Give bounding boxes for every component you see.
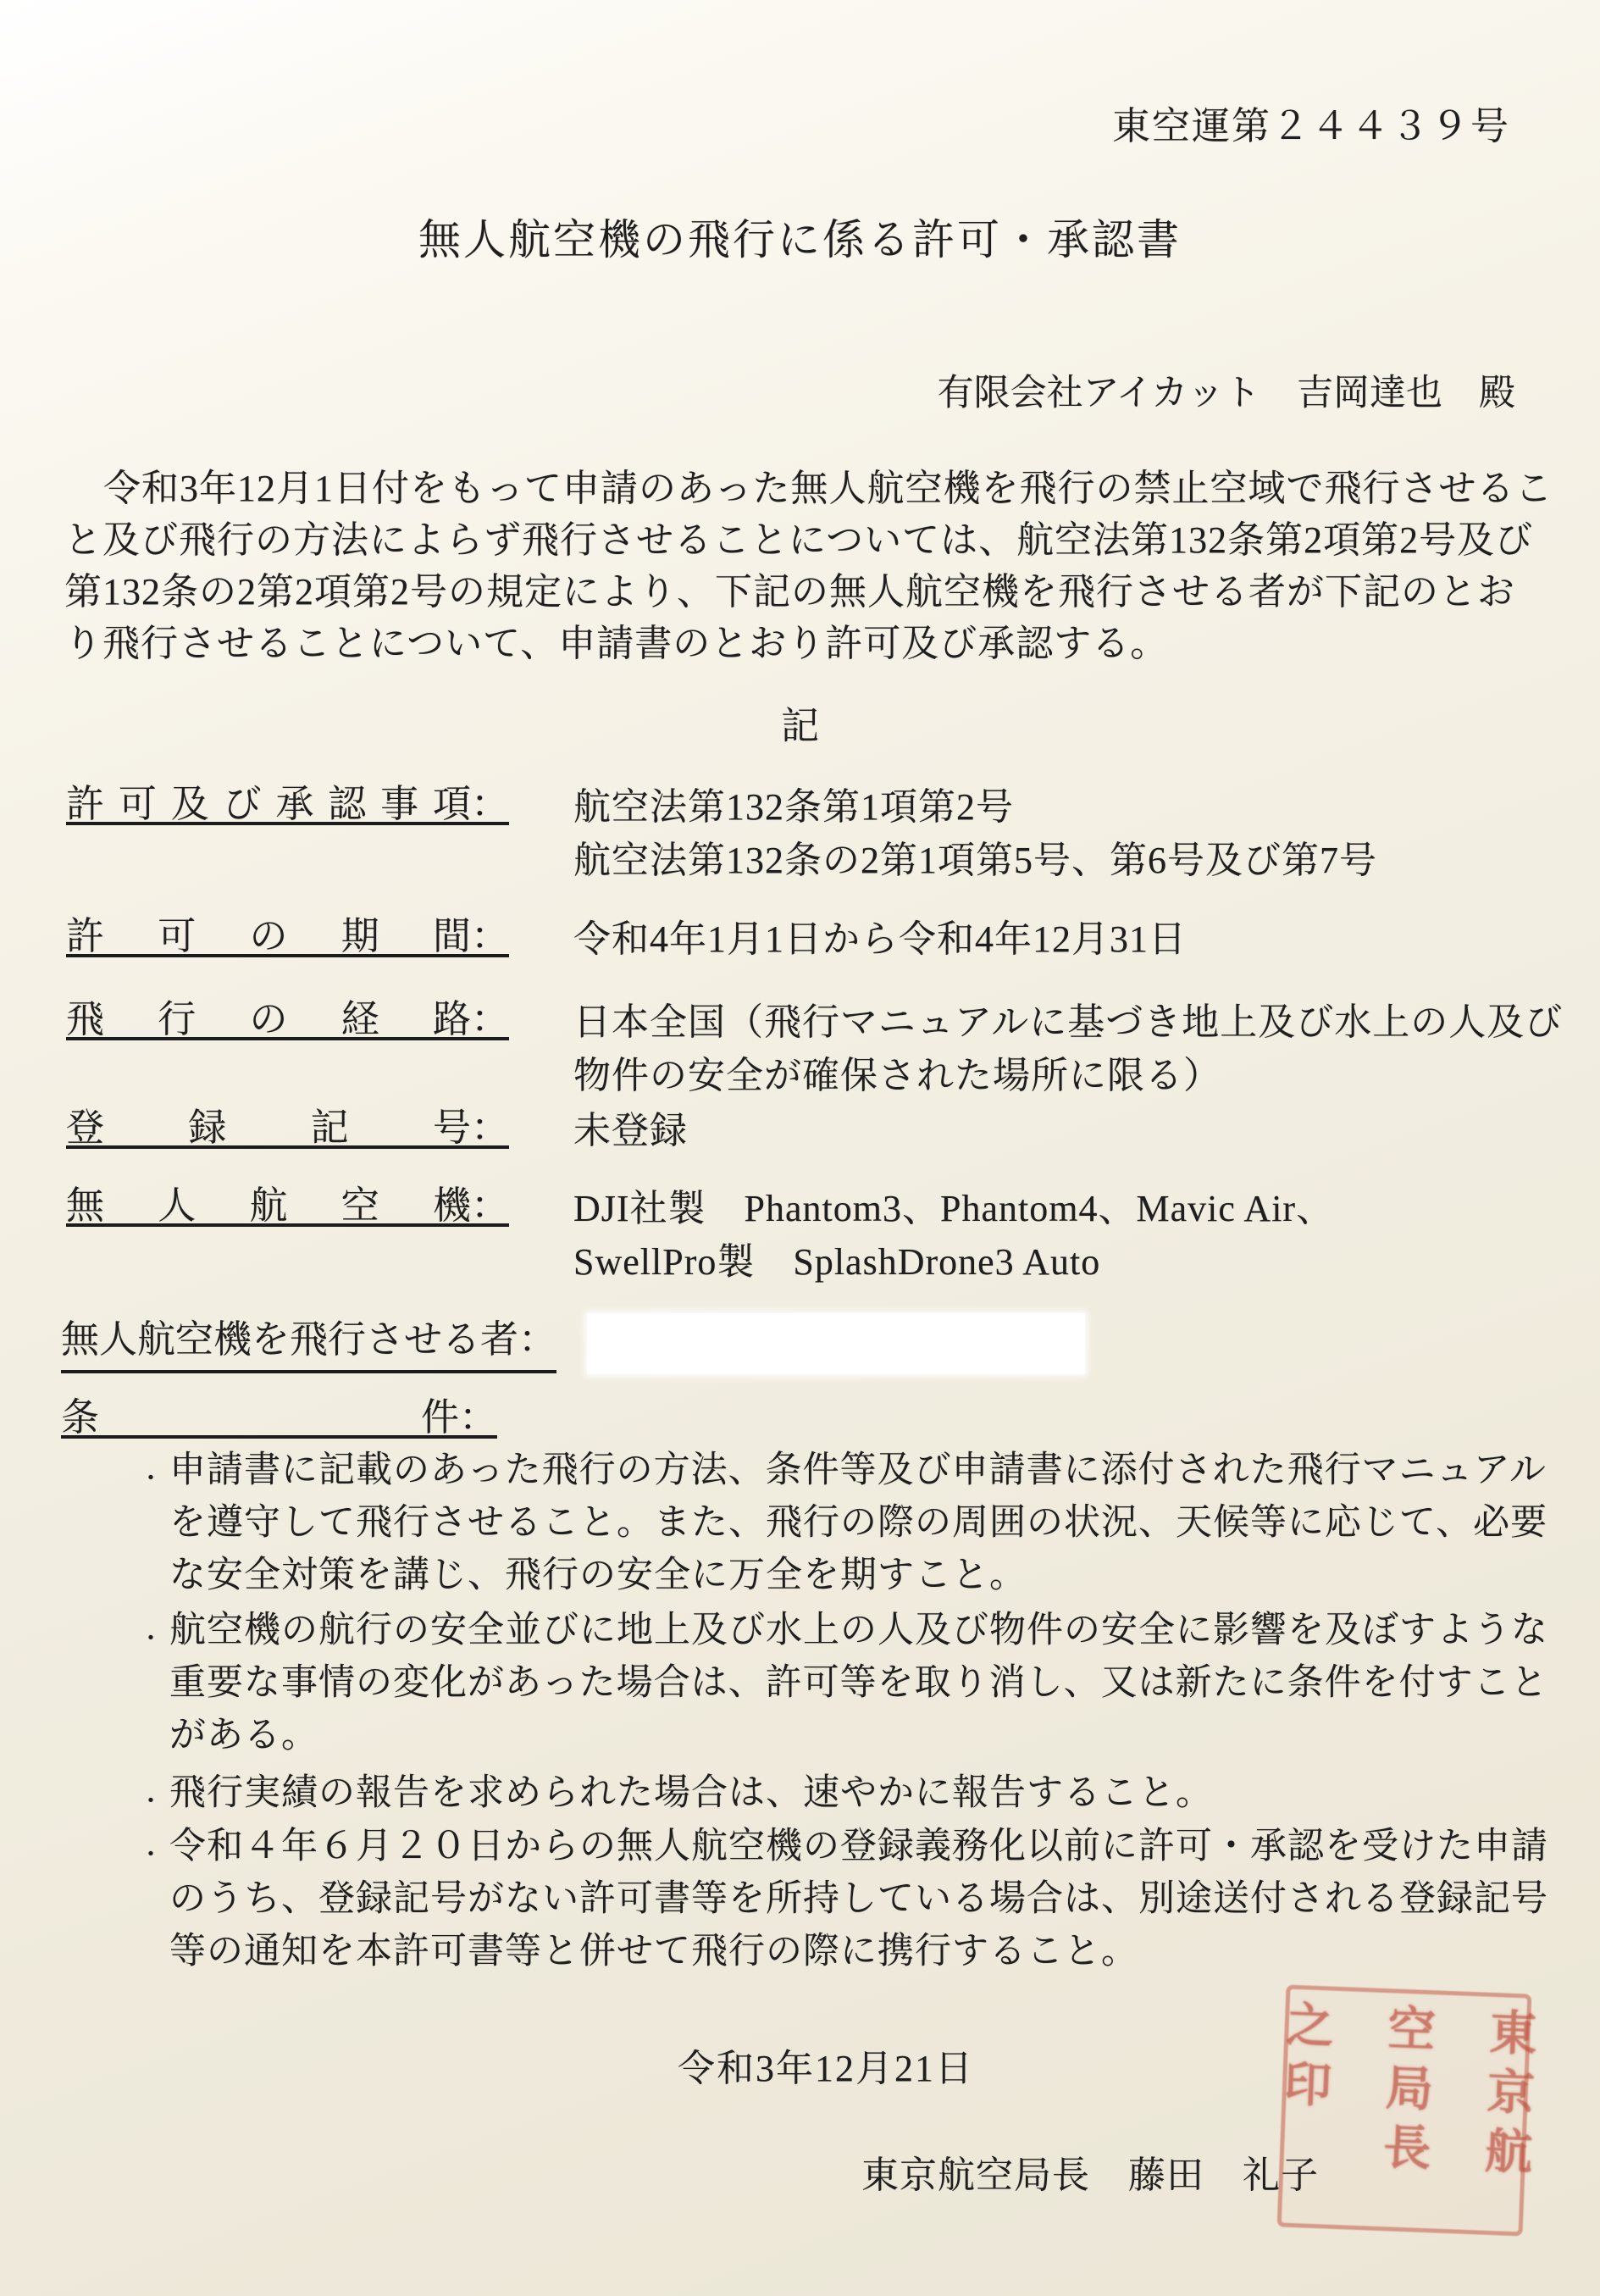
redaction-box — [587, 1313, 1085, 1374]
item-label-text: 許可の期間 — [66, 915, 471, 957]
item-value-flight-route-1: 日本全国（飛行マニュアルに基づき地上及び水上の人及び — [573, 1001, 1564, 1043]
item-value-approved-matters-1: 航空法第132条第1項第2号 — [573, 786, 1014, 828]
item-label-colon: ： — [471, 1184, 510, 1227]
bullet-line: 重要な事情の変化があった場合は、許可等を取り消し、又は新たに条件を付すこと — [169, 1663, 1548, 1703]
item-value-uav-2: SwellPro製 SplashDrone3 Auto — [573, 1241, 1101, 1283]
signature-line: 東京航空局長 藤田 礼子 — [861, 2155, 1319, 2196]
item-label-colon: ： — [471, 1106, 510, 1149]
document-title: 無人航空機の飛行に係る許可・承認書 — [418, 216, 1182, 263]
document-number: 東空運第２４４３９号 — [1111, 105, 1510, 147]
condition-bullet-4 — [139, 1821, 1548, 1978]
item-label-text: 登録記号 — [66, 1106, 471, 1149]
item-label-text: 無人航空機 — [66, 1184, 471, 1227]
conditions-label-text: 条件 — [61, 1396, 459, 1439]
official-seal-stamp — [1276, 1985, 1536, 2237]
condition-bullet-1 — [139, 1445, 1548, 1602]
addressee-line: 有限会社アイカット 吉岡達也 殿 — [937, 374, 1515, 413]
item-label-colon: ： — [471, 783, 510, 825]
official-seal-text: 東京航空局長之印 — [1276, 1999, 1536, 2187]
bullet-marker: ・ — [139, 1626, 164, 1652]
item-value-permit-period: 令和4年1月1日から令和4年12月31日 — [573, 918, 1187, 960]
item-label-registration-mark — [66, 1096, 509, 1149]
bullet-line: のうち、登録記号がない許可書等を所持している場合は、別途送付される登録記号 — [169, 1879, 1548, 1919]
item-label-text: 飛行の経路 — [66, 998, 471, 1040]
item-label-uav — [66, 1174, 509, 1227]
item-value-uav-1: DJI社製 Phantom3、Phantom4、Mavic Air、 — [573, 1188, 1335, 1229]
bullet-line: を遵守して飛行させること。また、飛行の際の周囲の状況、天候等に応じて、必要 — [169, 1503, 1548, 1543]
bullet-line: 航空機の航行の安全並びに地上及び水上の人及び物件の安全に影響を及ぼすような — [169, 1611, 1548, 1650]
bullet-marker: ・ — [139, 1789, 164, 1815]
bullet-line: 申請書に記載のあった飛行の方法、条件等及び申請書に添付された飛行マニュアル — [169, 1450, 1547, 1490]
bullet-line: 飛行実績の報告を求められた場合は、速やかに報告すること。 — [169, 1773, 1213, 1813]
condition-bullet-2 — [139, 1605, 1548, 1762]
item-label-approved-matters — [66, 773, 509, 825]
conditions-label-colon: ： — [459, 1396, 498, 1439]
conditions-label — [61, 1386, 497, 1439]
bullet-marker: ・ — [139, 1466, 164, 1492]
bullet-line: がある。 — [169, 1716, 318, 1755]
intro-line-2: と及び飛行の方法によらず飛行させることについては、航空法第132条第2項第2号及び — [64, 519, 1534, 561]
bullet-line: 等の通知を本許可書等と併せて飛行の際に携行すること。 — [169, 1932, 1138, 1972]
bullet-marker: ・ — [139, 1842, 164, 1868]
intro-line-1: 令和3年12月1日付をもって申請のあった無人航空機を飛行の禁止空域で飛行させるこ — [103, 468, 1553, 509]
issue-date: 令和3年12月21日 — [678, 2048, 974, 2089]
item-label-colon: ： — [471, 998, 510, 1040]
item-value-flight-route-2: 物件の安全が確保された場所に限る） — [573, 1055, 1221, 1096]
item-label-permit-period — [66, 905, 509, 957]
item-label-flight-route — [66, 988, 509, 1040]
item-label-colon: ： — [471, 915, 510, 957]
item-value-registration-mark: 未登録 — [573, 1110, 688, 1151]
section-mark-ki: 記 — [780, 705, 819, 747]
operator-label: 無人航空機を飛行させる者： — [61, 1308, 556, 1373]
intro-line-4: り飛行させることについて、申請書のとおり許可及び承認する。 — [64, 623, 1169, 664]
item-label-text: 許可及び承認事項 — [66, 783, 471, 825]
item-value-approved-matters-2: 航空法第132条の2第1項第5号、第6号及び第7号 — [573, 840, 1377, 881]
bullet-line: な安全対策を講じ、飛行の安全に万全を期すこと。 — [169, 1556, 1027, 1595]
condition-bullet-3 — [139, 1767, 1213, 1820]
bullet-line: 令和４年６月２０日からの無人航空機の登録義務化以前に許可・承認を受けた申請 — [169, 1827, 1548, 1866]
intro-line-3: 第132条の2第2項第2号の規定により、下記の無人航空機を飛行させる者が下記のとお — [64, 571, 1515, 613]
